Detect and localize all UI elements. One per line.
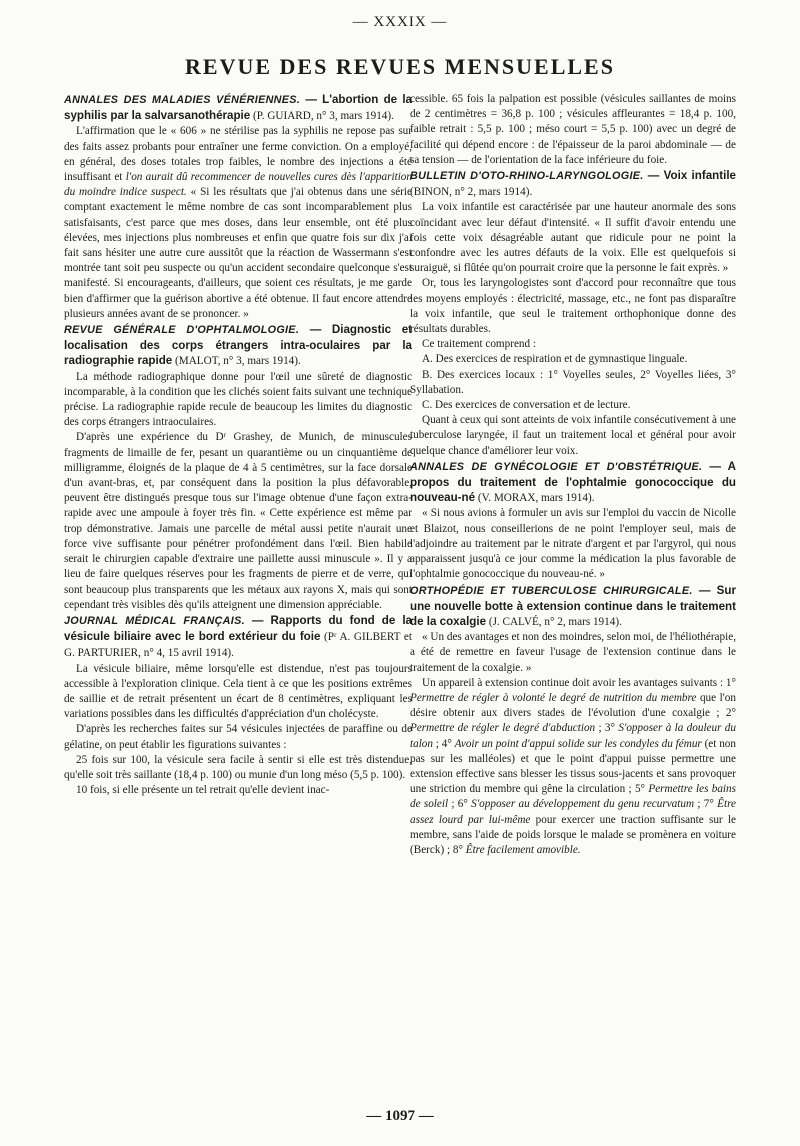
paragraph: B. Des exercices locaux : 1° Voyelles seules, 2° Voyelles liées, 3° Syllabation. [410, 368, 736, 396]
article-reference: (BINON, n° 2, mars 1914). [410, 186, 533, 199]
article-reference: (MALOT, n° 3, mars 1914). [172, 355, 301, 368]
section-heading [410, 583, 736, 631]
left-column [64, 92, 412, 798]
article-title: — Rapports du fond de la vésicule biliaire avec le bord extérieur du foie [64, 613, 412, 644]
paragraph: D'après une expérience du Dʳ Grashey, de Munich, de minuscules fragments de limaille de fer, pesant un quarantième ou un cinquantième de milligramme, éloignés de la plaque de 4 à 5 centimètres, sur la face dorsale d'un avant-bras, et, par conséquent dans la position la plus défavorable, peuvent être distingués presque tous sur l'image obtenue d'une façon extra-rapide avec une ampoule à foyer très fin. « Cette expérience est même par trop démonstrative. Jamais une parcelle de métal aussi petite n'aurait une force vive suffisante pour pénétrer profondément dans l'œil. Bien habile serait le chirurgien capable d'extraire une paillette aussi minuscule ». Il y a lieu de faire quelques réserves pour les fragments de pierre et de verre, qui sont beaucoup plus transparents que les métaux aux rayons X, mais qui sont cependant très visibles dès qu'ils atteignent une dimension appréciable. [64, 431, 412, 611]
right-column [410, 92, 736, 858]
article-title: — L'abortion de la syphilis par la salvarsanothérapie [64, 93, 412, 123]
section-heading [64, 92, 412, 124]
section-heading [410, 459, 736, 507]
journal-name: REVUE GÉNÉRALE D'OPHTALMOLOGIE. [64, 324, 300, 337]
paragraph: La vésicule biliaire, même lorsqu'elle est distendue, n'est pas toujours accessible à l'exploration clinique. Cela tient à ce que les positions extrêmes de saillie et de retrait présentent un écart de 8 centimètres, expliquant les variations possibles dans les difficultés d'appréciation d'un cholécyste. [64, 662, 412, 721]
paragraph: La méthode radiographique donne pour l'œil une sûreté de diagnostic incomparable, à la condition que les clichés soient faits suivant une technique précise. La radiographie rapide recule de beaucoup les limites du diagnostic des corps étrangers intraoculaires. [64, 370, 412, 429]
article-reference: (Pʳ A. GILBERT et G. PARTURIER, n° 4, 15 avril 1914). [64, 631, 412, 660]
article-reference: (V. MORAX, mars 1914). [475, 492, 595, 505]
paragraph: C. Des exercices de conversation et de lecture. [422, 399, 631, 412]
journal-name: JOURNAL MÉDICAL FRANÇAIS. [64, 614, 245, 627]
paragraph: 10 fois, si elle présente un tel retrait qu'elle devient inac- [76, 784, 330, 797]
paragraph: D'après les recherches faites sur 54 vésicules injectées de paraffine ou de gélatine, on peut établir les figurations suivantes : [64, 723, 412, 751]
article-title: — Sur une nouvelle botte à extension continue dans le traitement de la coxalgie [410, 583, 736, 628]
paragraph: Quant à ceux qui sont atteints de voix infantile consécutivement à une tuberculose laryngée, il faut un traitement local et général pour avoir quelque chance d'améliorer leur voix. [410, 414, 736, 457]
paragraph: « Un des avantages et non des moindres, selon moi, de l'héliothérapie, a été de remettre en faveur l'usage de l'extension continue dans le traitement de la coxalgie. » [410, 631, 736, 674]
paragraph: Un appareil à extension continue doit avoir les avantages suivants : 1° Permettre de régler à volonté le degré de nutrition du membre que l'on désire obtenir aux divers stades de l'évolution d'une coxalgie ; 2° Permettre de régler le degré d'abduction ; 3° S'opposer à la douleur du talon ; 4° Avoir un point d'appui solide sur les condyles du fémur (et non pas sur les malléoles) et que le point d'appui puisse permettre une extension effective sans blesser les tissus sous-jacents et sans provoquer une striction du membre qui gêne la circulation ; 5° Permettre les bains de soleil ; 6° S'opposer au développement du genu recurvatum ; 7° Être assez lourd par lui-même pour exercer une traction suffisante sur le membre, sans l'aide de poids lorsque le malade se promènera en voiture (Berck) ; 8° Être facilement amovible. [410, 676, 736, 856]
paragraph: Or, tous les laryngologistes sont d'accord pour reconnaître que tous les moyens employés : électricité, massage, etc., ne font pas disparaître la voix infantile, que seul le traitement orthophonique donne des résultats durables. [410, 277, 736, 336]
paragraph: Ce traitement comprend : [422, 338, 537, 351]
article-reference: (P. GUIARD, n° 3, mars 1914). [250, 110, 394, 123]
article-title: — Voix infantile [643, 169, 736, 183]
page-number: — 1097 — [366, 1108, 434, 1124]
article-title: — Diagnostic et localisation des corps étrangers intra-oculaires par la radiographie rapide [64, 323, 412, 368]
journal-name: BULLETIN D'OTO-RHINO-LARYNGOLOGIE. [410, 170, 644, 183]
paragraph: 25 fois sur 100, la vésicule sera facile à sentir si elle est très distendue, qu'elle soit très saillante (18,4 p. 100) ou munie d'un long méso (5,5 p. 100). [64, 753, 412, 781]
article-reference: (J. CALVÉ, n° 2, mars 1914). [486, 615, 622, 628]
section-heading [64, 322, 412, 370]
journal-name: ORTHOPÉDIE ET TUBERCULOSE CHIRURGICALE. [410, 584, 693, 597]
paragraph: cessible. 65 fois la palpation est possible (vésicules saillantes de moins de 2 centimètres = 36,8 p. 100 ; vésicules affleurantes = 18,4 p. 100, faible retrait : 5,5 p. 100 ; méso court = 5,5 p. 100) avec un degré de facilité qui dépend encore : de l'épaisseur de la paroi abdominale — de sa tension — de l'orientation de la face inférieure du foie. [410, 93, 736, 166]
paragraph: L'affirmation que le « 606 » ne stérilise pas la syphilis ne repose pas sur des faits assez probants pour entraîner une ferme conviction. On a employé, en général, des doses totales trop faibles, le nombre des injections a été insuffisant et l'on aurait dû recommencer de nouvelles cures dès l'apparition du moindre indice suspect. « Si les résultats que j'ai obtenus dans une série comptant exactement le même nombre de cas sont incomparablement plus satisfaisants, c'est parce que mes doses, dans leur ensemble, ont été plus élevées, mes injections plus nombreuses et enfin que quatre fois sur dix j'ai fait sans hésiter une autre cure aussitôt que la réaction de Wassermann s'est montrée tant soit peu suspecte ou qu'un accident secondaire quelconque s'est manifesté. Si encourageants, d'ailleurs, que soient ces résultats, je me garde bien d'affirmer que la guérison abortive a été obtenue. Il faut encore attendre plusieurs années avant de se prononcer. » [64, 125, 412, 320]
paragraph: « Si nous avions à formuler un avis sur l'emploi du vaccin de Nicolle et Blaizot, nous conseillerions de ne point l'employer seul, mais de l'adjoindre au traitement par le nitrate d'argent et par l'argyrol, qui nous apparaissent jusqu'à ce jour comme la médication la plus favorable de l'ophtalmie gonococcique du nouveau-né. » [410, 507, 736, 581]
section-heading [410, 168, 736, 200]
article-title: — A propos du traitement de l'ophtalmie gonococcique du nouveau-né [410, 459, 736, 505]
paragraph: La voix infantile est caractérisée par une hauteur anormale des sons coïncidant avec leur défaut d'intensité. « Il suffit d'avoir entendu une fois cette voix désagréable autant que ridicule pour ne point la confondre avec les autres défauts de la voix. Elle est quelquefois si suraiguë, si flûtée qu'on pourrait croire que la personne le fait exprès. » [410, 201, 736, 275]
paragraph: A. Des exercices de respiration et de gymnastique linguale. [422, 353, 688, 366]
journal-name: ANNALES DES MALADIES VÉNÉRIENNES. [64, 94, 301, 106]
section-heading [64, 613, 412, 662]
journal-name: ANNALES DE GYNÉCOLOGIE ET D'OBSTÉTRIQUE. [410, 460, 703, 473]
page-title: REVUE DES REVUES MENSUELLES [185, 54, 615, 79]
page-header-roman: — XXXIX — [352, 14, 448, 30]
